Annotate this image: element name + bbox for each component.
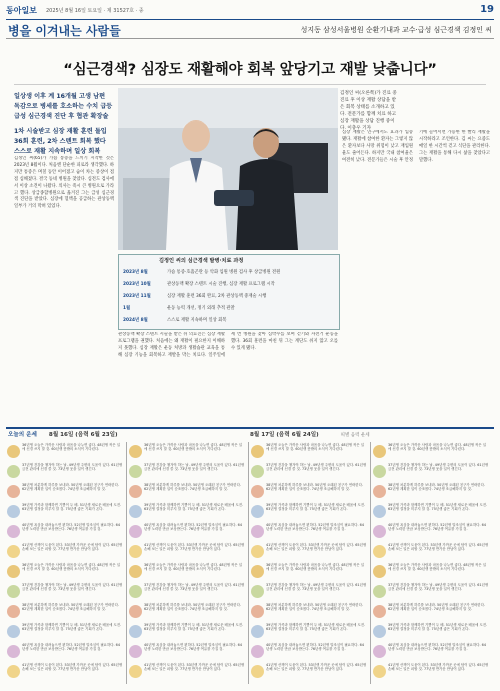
fortune-item — [6, 522, 124, 542]
zodiac-animal-icon — [373, 565, 386, 578]
fortune-item — [372, 642, 490, 662]
fortune-text: 38년생 차분하게 하루를 보내라. 50년생 오래된 친구가 연락한다. 62년생 계획한 일이 순조롭다. 74년생 조급해하지 말 것. — [144, 603, 241, 612]
fortune-text: 41년생 산책이 도움이 된다. 53년생 가까운 곳에 답이 있다. 65년생 손해 보는 일은 피할 것. 77년생 반가운 만남이 있다. — [22, 663, 123, 672]
fortune-item — [372, 562, 490, 582]
fortune-item — [250, 622, 368, 642]
zodiac-animal-icon — [251, 525, 264, 538]
zodiac-animal-icon — [129, 565, 142, 578]
fortune-text: 40년생 욕심을 내려놓으면 편하다. 52년생 말조심이 필요하다. 64년생 노력한 만큼 보상받는다. 76년생 여유를 가질 것. — [388, 643, 486, 652]
lead-line: 스스로 재활 지속하며 일상 회복 — [14, 147, 101, 155]
timeline-event: 관상동맥 확장 스텐트 시술 진행, 심장 재활 프로그램 시작 — [167, 282, 275, 287]
fortune-item — [250, 642, 368, 662]
fortune-text: 36년생 오늘은 가까운 사람과 마음을 나누면 좋다. 48년생 작은 일에 신경 쓰지 말 것. 60년생 뜻밖의 소식이 기다린다. — [388, 563, 487, 572]
fortune-text: 36년생 오늘은 가까운 사람과 마음을 나누면 좋다. 48년생 작은 일에 신경 쓰지 말 것. 60년생 뜻밖의 소식이 기다린다. — [144, 563, 243, 572]
fortune-item — [372, 602, 490, 622]
fortune-text: 38년생 차분하게 하루를 보내라. 50년생 오래된 친구가 연락한다. 62년생 계획한 일이 순조롭다. 74년생 조급해하지 말 것. — [388, 603, 485, 612]
section-rule — [6, 38, 494, 39]
fortune-text: 40년생 욕심을 내려놓으면 편하다. 52년생 말조심이 필요하다. 64년생 노력한 만큼 보상받는다. 76년생 여유를 가질 것. — [144, 523, 242, 532]
zodiac-animal-icon — [373, 465, 386, 478]
article-column-1 — [14, 156, 114, 424]
fortune-item — [250, 502, 368, 522]
fortune-item — [6, 602, 124, 622]
fortune-item — [6, 622, 124, 642]
fortune-text: 40년생 욕심을 내려놓으면 편하다. 52년생 말조심이 필요하다. 64년생 노력한 만큼 보상받는다. 76년생 여유를 가질 것. — [266, 523, 364, 532]
fortune-text: 39년생 가족과 함께하면 기쁨이 두 배. 51년생 새로운 배움에 도전. 63년생 결정을 미루지 말 것. 75년생 좋은 기회가 온다. — [266, 503, 366, 512]
fortune-header-right — [250, 430, 370, 441]
fortune-text: 36년생 오늘은 가까운 사람과 마음을 나누면 좋다. 48년생 작은 일에 신경 쓰지 말 것. 60년생 뜻밖의 소식이 기다린다. — [144, 443, 243, 452]
fortune-item — [128, 662, 246, 682]
fortune-text: 37년생 건강을 챙겨야 하는 날. 49년생 주변의 도움이 있다. 61년생 금전 관리에 신경 쓸 것. 73년생 웃을 일이 생긴다. — [388, 463, 489, 472]
lead-line: 1차 시술받고 심장 재활 훈련 돌입 — [14, 128, 107, 136]
zodiac-animal-icon — [251, 505, 264, 518]
timeline-date: 2023년 8월 — [123, 270, 148, 275]
zodiac-animal-icon — [373, 485, 386, 498]
zodiac-animal-icon — [373, 505, 386, 518]
lead-line: 독감으로 병세를 호소하는 수치 급등 — [14, 102, 113, 110]
zodiac-animal-icon — [7, 545, 20, 558]
fortune-text: 39년생 가족과 함께하면 기쁨이 두 배. 51년생 새로운 배움에 도전. 63년생 결정을 미루지 말 것. 75년생 좋은 기회가 온다. — [266, 623, 366, 632]
fortune-text: 40년생 욕심을 내려놓으면 편하다. 52년생 말조심이 필요하다. 64년생 노력한 만큼 보상받는다. 76년생 여유를 가질 것. — [144, 643, 242, 652]
fortune-item — [250, 522, 368, 542]
column-divider — [126, 442, 127, 684]
fortune-text: 40년생 욕심을 내려놓으면 편하다. 52년생 말조심이 필요하다. 64년생 노력한 만큼 보상받는다. 76년생 여유를 가질 것. — [22, 643, 120, 652]
fortune-item — [6, 502, 124, 522]
fortune-header-left — [8, 430, 118, 441]
fortune-item — [128, 542, 246, 562]
fortune-text: 37년생 건강을 챙겨야 하는 날. 49년생 주변의 도움이 있다. 61년생 금전 관리에 신경 쓸 것. 73년생 웃을 일이 생긴다. — [22, 463, 123, 472]
fortune-text: 41년생 산책이 도움이 된다. 53년생 가까운 곳에 답이 있다. 65년생 손해 보는 일은 피할 것. 77년생 반가운 만남이 있다. — [388, 663, 489, 672]
headline-rule — [14, 84, 486, 85]
zodiac-animal-icon — [129, 485, 142, 498]
fortune-date-left: 8월 16일 (음력 6월 23일) — [48, 432, 118, 438]
fortune-item — [250, 562, 368, 582]
section-subtitle: 성지동 삼성서울병원 순환기내과 교수·급성 심근경색 김정인 씨 — [300, 26, 492, 34]
fortune-text: 39년생 가족과 함께하면 기쁨이 두 배. 51년생 새로운 배움에 도전. 63년생 결정을 미루지 말 것. 75년생 좋은 기회가 온다. — [388, 503, 488, 512]
fortune-text: 36년생 오늘은 가까운 사람과 마음을 나누면 좋다. 48년생 작은 일에 신경 쓰지 말 것. 60년생 뜻밖의 소식이 기다린다. — [266, 563, 365, 572]
issue-date: 2025년 8월 16일 토요일 · 제 31527호 · 종 — [46, 8, 144, 14]
fortune-item — [372, 662, 490, 682]
timeline-event: 운동 능력 개선, 정기 외래 추적 관찰 — [167, 306, 235, 311]
fortune-item — [128, 562, 246, 582]
zodiac-animal-icon — [129, 625, 142, 638]
fortune-text: 37년생 건강을 챙겨야 하는 날. 49년생 주변의 도움이 있다. 61년생 금전 관리에 신경 쓸 것. 73년생 웃을 일이 생긴다. — [144, 463, 245, 472]
fortune-item — [128, 582, 246, 602]
fortune-rule — [6, 427, 494, 429]
fortune-item — [372, 442, 490, 462]
fortune-item — [250, 662, 368, 682]
zodiac-animal-icon — [251, 665, 264, 678]
article-text: 관상동맥 확장 스텐트 시술을 받은 뒤 의료진은 심장 재활 프로그램을 권했다. 처음에는 왜 재활이 필요한지 이해하지 못했다. 심장 재활은 운동 처방과 생활습관 교육을 통해 심장 기능을 회복하고 재발을 막는 치료다. 일주일에 세 번 병원을 찾아 심박수를 보며 걷기와 자전거 운동을 했다. 36회 훈련을 마친 뒤 그는 계단도 쉬지 않고 오를 수 있게 됐다. — [118, 332, 338, 358]
fortune-text: 41년생 산책이 도움이 된다. 53년생 가까운 곳에 답이 있다. 65년생 손해 보는 일은 피할 것. 77년생 반가운 만남이 있다. — [266, 543, 367, 552]
zodiac-animal-icon — [373, 445, 386, 458]
fortune-item — [372, 482, 490, 502]
zodiac-animal-icon — [251, 625, 264, 638]
fortune-text: 38년생 차분하게 하루를 보내라. 50년생 오래된 친구가 연락한다. 62년생 계획한 일이 순조롭다. 74년생 조급해하지 말 것. — [22, 603, 119, 612]
fortune-text: 38년생 차분하게 하루를 보내라. 50년생 오래된 친구가 연락한다. 62년생 계획한 일이 순조롭다. 74년생 조급해하지 말 것. — [388, 483, 485, 492]
article-column-3 — [342, 130, 490, 424]
zodiac-animal-icon — [7, 485, 20, 498]
fortune-text: 38년생 차분하게 하루를 보내라. 50년생 오래된 친구가 연락한다. 62년생 계획한 일이 순조롭다. 74년생 조급해하지 말 것. — [144, 483, 241, 492]
fortune-item — [250, 542, 368, 562]
fortune-date-right: 8월 17일 (음력 6월 24일) — [250, 432, 319, 438]
fortune-item — [128, 602, 246, 622]
zodiac-animal-icon — [7, 645, 20, 658]
masthead — [6, 4, 494, 18]
fortune-text: 41년생 산책이 도움이 된다. 53년생 가까운 곳에 답이 있다. 65년생 손해 보는 일은 피할 것. 77년생 반가운 만남이 있다. — [388, 543, 489, 552]
zodiac-animal-icon — [251, 605, 264, 618]
zodiac-animal-icon — [7, 445, 20, 458]
fortune-text: 38년생 차분하게 하루를 보내라. 50년생 오래된 친구가 연락한다. 62년생 계획한 일이 순조롭다. 74년생 조급해하지 말 것. — [22, 483, 119, 492]
fortune-item — [6, 442, 124, 462]
top-rule — [6, 19, 494, 20]
fortune-text: 39년생 가족과 함께하면 기쁨이 두 배. 51년생 새로운 배움에 도전. 63년생 결정을 미루지 말 것. 75년생 좋은 기회가 온다. — [22, 503, 122, 512]
treatment-timeline-box — [118, 254, 340, 330]
zodiac-animal-icon — [373, 645, 386, 658]
fortune-item — [128, 502, 246, 522]
zodiac-animal-icon — [7, 585, 20, 598]
timeline-date: 2023년 11월 — [123, 294, 151, 299]
zodiac-animal-icon — [7, 605, 20, 618]
zodiac-animal-icon — [129, 605, 142, 618]
newspaper-logo: 동아일보 — [6, 5, 37, 15]
timeline-date: 2023년 10월 — [123, 282, 151, 287]
fortune-item — [128, 462, 246, 482]
fortune-text: 39년생 가족과 함께하면 기쁨이 두 배. 51년생 새로운 배움에 도전. 63년생 결정을 미루지 말 것. 75년생 좋은 기회가 온다. — [388, 623, 488, 632]
zodiac-animal-icon — [251, 445, 264, 458]
fortune-item — [250, 482, 368, 502]
fortune-item — [128, 622, 246, 642]
fortune-text: 40년생 욕심을 내려놓으면 편하다. 52년생 말조심이 필요하다. 64년생 노력한 만큼 보상받는다. 76년생 여유를 가질 것. — [22, 523, 120, 532]
fortune-item — [128, 642, 246, 662]
fortune-text: 36년생 오늘은 가까운 사람과 마음을 나누면 좋다. 48년생 작은 일에 신경 쓰지 말 것. 60년생 뜻밖의 소식이 기다린다. — [22, 443, 121, 452]
fortune-text: 41년생 산책이 도움이 된다. 53년생 가까운 곳에 답이 있다. 65년생 손해 보는 일은 피할 것. 77년생 반가운 만남이 있다. — [266, 663, 367, 672]
zodiac-animal-icon — [373, 545, 386, 558]
zodiac-animal-icon — [373, 585, 386, 598]
article-text: 김정인 씨(65)가 가슴 통증을 느끼기 시작한 것은 2023년 8월이다. 처음엔 단순한 피로라 생각했다. 하지만 통증은 며칠 동안 이어졌고 숨이 차는 증상이 점점 심해졌다. 결국 동네 병원을 찾았다. 심전도 검사에서 이상 소견이 나왔다. 의사는 즉시 큰 병원으로 가라고 했다. 상급종합병원으로 옮겨진 그는 급성 심근경색 진단을 받았다. 심장에 혈액을 공급하는 관상동맥 일부가 거의 막혀 있었다. — [14, 156, 114, 210]
zodiac-animal-icon — [129, 525, 142, 538]
fortune-item — [372, 522, 490, 542]
zodiac-animal-icon — [129, 445, 142, 458]
fortune-item — [6, 582, 124, 602]
fortune-text: 38년생 차분하게 하루를 보내라. 50년생 오래된 친구가 연락한다. 62년생 계획한 일이 순조롭다. 74년생 조급해하지 말 것. — [266, 483, 363, 492]
fortune-item — [6, 662, 124, 682]
fortune-text: 41년생 산책이 도움이 된다. 53년생 가까운 곳에 답이 있다. 65년생 손해 보는 일은 피할 것. 77년생 반가운 만남이 있다. — [144, 663, 245, 672]
zodiac-animal-icon — [7, 525, 20, 538]
zodiac-animal-icon — [7, 625, 20, 638]
fortune-item — [128, 522, 246, 542]
column-divider — [370, 442, 371, 684]
timeline-date: 2024년 8월 — [123, 318, 148, 323]
fortune-item — [372, 582, 490, 602]
headline: “심근경색? 심장도 재활해야 회복 앞당기고 재발 낮춥니다” — [63, 62, 437, 78]
zodiac-animal-icon — [7, 465, 20, 478]
zodiac-animal-icon — [373, 665, 386, 678]
zodiac-animal-icon — [251, 645, 264, 658]
column-divider — [248, 442, 249, 684]
timeline-event: 스스로 재활 지속하며 일상 회복 — [167, 318, 227, 323]
fortune-text: 37년생 건강을 챙겨야 하는 날. 49년생 주변의 도움이 있다. 61년생 금전 관리에 신경 쓸 것. 73년생 웃을 일이 생긴다. — [388, 583, 489, 592]
timeline-title: 김정인 씨의 심근경색 발병·치료 과정 — [159, 258, 244, 264]
fortune-item — [6, 562, 124, 582]
photo-caption: 김정인 씨(오른쪽)가 진료 중 진료 후 이상 재활 상담을 받은 회복 상태를 소개하고 있다. 전문가를 함께 치료 하고 심장 재활을 상담 진행 중이다. 이충우 기자 — [340, 91, 397, 131]
article-photo — [118, 88, 338, 250]
fortune-item — [372, 622, 490, 642]
timeline-date: 1월 — [123, 306, 131, 311]
fortune-text: 39년생 가족과 함께하면 기쁨이 두 배. 51년생 새로운 배움에 도전. 63년생 결정을 미루지 말 것. 75년생 좋은 기회가 온다. — [22, 623, 122, 632]
lead-line: 일상생 이후 계 16개월 고생 남편 — [14, 93, 106, 100]
zodiac-animal-icon — [251, 585, 264, 598]
zodiac-animal-icon — [129, 585, 142, 598]
zodiac-animal-icon — [373, 605, 386, 618]
fortune-text: 40년생 욕심을 내려놓으면 편하다. 52년생 말조심이 필요하다. 64년생 노력한 만큼 보상받는다. 76년생 여유를 가질 것. — [388, 523, 486, 532]
fortune-item — [6, 462, 124, 482]
article-text: 심장 재활은 연구에서도 효과가 입증됐다. 재활에 참여한 환자는 그렇지 않은 환자보다 사망 위험이 낮고 재입원율도 줄어든다. 하지만 국내 참여율은 여전히 낮다. 전문가들은 시술 후 안정기에 들어서면 가능한 한 빨리 재활을 시작하라고 조언한다. 김 씨는 요즘도 매일 한 시간씩 걷고 식단을 관리한다. 그는 재활을 통해 다시 삶을 찾았다고 말했다. — [342, 130, 490, 163]
fortune-grid — [6, 442, 494, 687]
fortune-item — [250, 602, 368, 622]
fortune-text: 40년생 욕심을 내려놓으면 편하다. 52년생 말조심이 필요하다. 64년생 노력한 만큼 보상받는다. 76년생 여유를 가질 것. — [266, 643, 364, 652]
zodiac-animal-icon — [129, 665, 142, 678]
zodiac-animal-icon — [7, 665, 20, 678]
fortune-text: 37년생 건강을 챙겨야 하는 날. 49년생 주변의 도움이 있다. 61년생 금전 관리에 신경 쓸 것. 73년생 웃을 일이 생긴다. — [266, 583, 367, 592]
fortune-item — [6, 642, 124, 662]
fortune-title: 오늘의 운세 — [8, 432, 37, 438]
fortune-item — [372, 502, 490, 522]
zodiac-animal-icon — [251, 565, 264, 578]
zodiac-animal-icon — [251, 485, 264, 498]
fortune-text: 41년생 산책이 도움이 된다. 53년생 가까운 곳에 답이 있다. 65년생 손해 보는 일은 피할 것. 77년생 반가운 만남이 있다. — [144, 543, 245, 552]
zodiac-animal-icon — [129, 645, 142, 658]
fortune-text: 36년생 오늘은 가까운 사람과 마음을 나누면 좋다. 48년생 작은 일에 신경 쓰지 말 것. 60년생 뜻밖의 소식이 기다린다. — [266, 443, 365, 452]
fortune-item — [250, 442, 368, 462]
fortune-item — [6, 482, 124, 502]
zodiac-animal-icon — [251, 465, 264, 478]
fortune-text: 37년생 건강을 챙겨야 하는 날. 49년생 주변의 도움이 있다. 61년생 금전 관리에 신경 쓸 것. 73년생 웃을 일이 생긴다. — [144, 583, 245, 592]
article-column-2 — [118, 332, 338, 424]
fortune-text: 37년생 건강을 챙겨야 하는 날. 49년생 주변의 도움이 있다. 61년생 금전 관리에 신경 쓸 것. 73년생 웃을 일이 생긴다. — [266, 463, 367, 472]
page-number: 19 — [480, 4, 494, 15]
fortune-item — [128, 482, 246, 502]
zodiac-animal-icon — [373, 525, 386, 538]
fortune-item — [250, 462, 368, 482]
zodiac-animal-icon — [129, 545, 142, 558]
fortune-item — [250, 582, 368, 602]
zodiac-animal-icon — [373, 625, 386, 638]
fortune-item — [372, 462, 490, 482]
lead-summary — [14, 92, 114, 157]
fortune-text: 36년생 오늘은 가까운 사람과 마음을 나누면 좋다. 48년생 작은 일에 신경 쓰지 말 것. 60년생 뜻밖의 소식이 기다린다. — [22, 563, 121, 572]
zodiac-animal-icon — [129, 465, 142, 478]
zodiac-animal-icon — [129, 505, 142, 518]
fortune-text: 39년생 가족과 함께하면 기쁨이 두 배. 51년생 새로운 배움에 도전. 63년생 결정을 미루지 말 것. 75년생 좋은 기회가 온다. — [144, 503, 244, 512]
fortune-text: 37년생 건강을 챙겨야 하는 날. 49년생 주변의 도움이 있다. 61년생 금전 관리에 신경 쓸 것. 73년생 웃을 일이 생긴다. — [22, 583, 123, 592]
fortune-item — [6, 542, 124, 562]
section-title: 병을 이겨내는 사람들 — [8, 24, 121, 38]
timeline-event: 가슴 통증·호흡곤란 등 악화 입원 병원 검사 후 상급병원 전원 — [167, 270, 281, 275]
zodiac-animal-icon — [7, 565, 20, 578]
lead-line: 급성 심근경색 진단 후 협관 확장술 — [14, 112, 109, 120]
fortune-item — [372, 542, 490, 562]
fortune-note: 띠별 음력 운세 — [340, 433, 370, 438]
zodiac-animal-icon — [251, 545, 264, 558]
fortune-text: 39년생 가족과 함께하면 기쁨이 두 배. 51년생 새로운 배움에 도전. 63년생 결정을 미루지 말 것. 75년생 좋은 기회가 온다. — [144, 623, 244, 632]
fortune-item — [128, 442, 246, 462]
lead-line: 36회 훈련, 2차 스텐트 회복 했다 — [14, 138, 106, 146]
fortune-text: 41년생 산책이 도움이 된다. 53년생 가까운 곳에 답이 있다. 65년생 손해 보는 일은 피할 것. 77년생 반가운 만남이 있다. — [22, 543, 123, 552]
zodiac-animal-icon — [7, 505, 20, 518]
timeline-event: 심장 재활 훈련 36회 완료, 2차 관상동맥 중재술 시행 — [167, 294, 267, 299]
fortune-text: 38년생 차분하게 하루를 보내라. 50년생 오래된 친구가 연락한다. 62년생 계획한 일이 순조롭다. 74년생 조급해하지 말 것. — [266, 603, 363, 612]
doctor-patient-illustration — [118, 88, 338, 250]
fortune-text: 36년생 오늘은 가까운 사람과 마음을 나누면 좋다. 48년생 작은 일에 신경 쓰지 말 것. 60년생 뜻밖의 소식이 기다린다. — [388, 443, 487, 452]
